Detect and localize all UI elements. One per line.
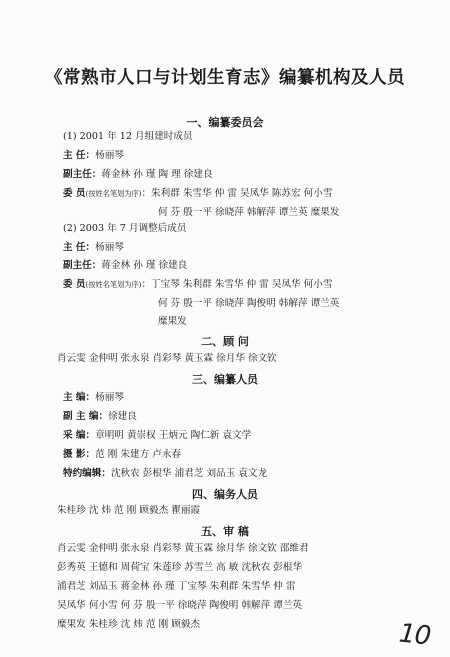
committee-2003-members-line-3: 糜果发 xyxy=(158,316,187,327)
members-note: (按姓名笔划为序) xyxy=(85,189,142,198)
deputy-editor-name: 徐建良 xyxy=(108,411,137,422)
vice-names: 蒋金林 孙 瑾 徐建良 xyxy=(101,260,188,271)
vice-label: 副主任： xyxy=(63,260,102,271)
chief-editor-name: 杨丽琴 xyxy=(95,392,124,403)
special-names: 沈秋农 彭根华 浦君芝 刘品玉 袁文龙 xyxy=(110,468,268,479)
members-label: 委 员 xyxy=(63,279,86,290)
committee-2001-chair xyxy=(63,149,124,163)
deputy-editor xyxy=(63,410,137,424)
staff-list: 朱桂珍 沈 炜 范 刚 顾毅杰 瞿丽霞 xyxy=(57,505,201,516)
advisors-list: 肖云雯 金仲明 张永泉 肖彩琴 黄玉霖 徐月华 徐文钦 xyxy=(57,353,277,364)
reviewers-line: 糜果发 朱桂珍 沈 炜 范 刚 顾毅杰 xyxy=(57,619,201,630)
committee-2003-members xyxy=(63,278,332,292)
writers-label: 采 编： xyxy=(63,430,96,441)
committee-2001-vice xyxy=(63,168,213,182)
reviewers-line: 吴凤华 何小雪 何 芬 殷一平 徐晓萍 陶俊明 韩解萍 谭兰英 xyxy=(57,600,303,611)
document-title: 《常熟市人口与计划生育志》编纂机构及人员 xyxy=(45,68,405,88)
writers-names: 章明明 黄崇权 王炳元 陶仁新 袁文学 xyxy=(95,430,252,441)
committee-2003-vice xyxy=(63,259,187,273)
photographers xyxy=(63,448,181,462)
reviewers-line: 肖云雯 金仲明 张永泉 肖彩琴 黄玉霖 徐月华 徐文钦 邵维君 xyxy=(57,543,309,554)
committee-2003-heading: (2) 2003 年 7 月调整后成员 xyxy=(63,223,187,234)
section-heading-editors: 三、编纂人员 xyxy=(192,373,258,386)
special-editors xyxy=(63,467,267,481)
committee-2001-members-line-2: 何 芬 殷一平 徐晓萍 韩解萍 谭兰英 糜果发 xyxy=(158,207,340,218)
committee-2003-chair xyxy=(63,241,124,255)
reviewers-line: 彭秀英 王德和 周荷宝 朱莲珍 苏雪兰 高 敏 沈秋农 彭根华 xyxy=(57,562,303,573)
reviewers-line: 浦君芝 刘品玉 蒋金林 孙 瑾 丁宝琴 朱利群 朱雪华 仲 雷 xyxy=(57,581,296,592)
chair-name: 杨丽琴 xyxy=(95,150,124,161)
vice-names: 蒋金林 孙 瑾 陶 理 徐建良 xyxy=(101,169,213,180)
chief-editor-label: 主 编： xyxy=(63,392,96,403)
section-heading-committee: 一、编纂委员会 xyxy=(186,116,264,129)
chief-editor xyxy=(63,391,124,405)
committee-2003-members-line-2: 何 芬 殷一平 徐晓萍 陶俊明 韩解萍 谭兰英 xyxy=(158,298,340,309)
vice-label: 副主任： xyxy=(63,169,102,180)
writers xyxy=(63,429,251,443)
section-heading-advisors: 二、顾 问 xyxy=(201,335,249,348)
section-heading-reviewers: 五、审 稿 xyxy=(201,525,249,538)
section-heading-staff: 四、编务人员 xyxy=(192,488,258,501)
special-label: 特约编辑： xyxy=(63,468,111,479)
members-note: (按姓名笔划为序) xyxy=(85,280,142,289)
members-line-1: ：朱利群 朱雪华 仲 雷 吴凤华 陈苏宏 何小雪 xyxy=(141,188,333,199)
committee-2001-heading: (1) 2001 年 12 月组建时成员 xyxy=(63,131,193,142)
deputy-editor-label: 副 主 编： xyxy=(63,411,109,422)
members-line-1: ：丁宝琴 朱利群 朱雪华 仲 雷 吴凤华 何小雪 xyxy=(141,279,333,290)
photo-names: 范 刚 朱建方 卢永春 xyxy=(95,449,182,460)
chair-name: 杨丽琴 xyxy=(95,242,124,253)
photo-label: 摄 影： xyxy=(63,449,96,460)
handwritten-page-number: 10 xyxy=(397,618,432,652)
chair-label: 主 任： xyxy=(63,242,96,253)
chair-label: 主 任： xyxy=(63,150,96,161)
members-label: 委 员 xyxy=(63,188,86,199)
committee-2001-members xyxy=(63,187,332,201)
